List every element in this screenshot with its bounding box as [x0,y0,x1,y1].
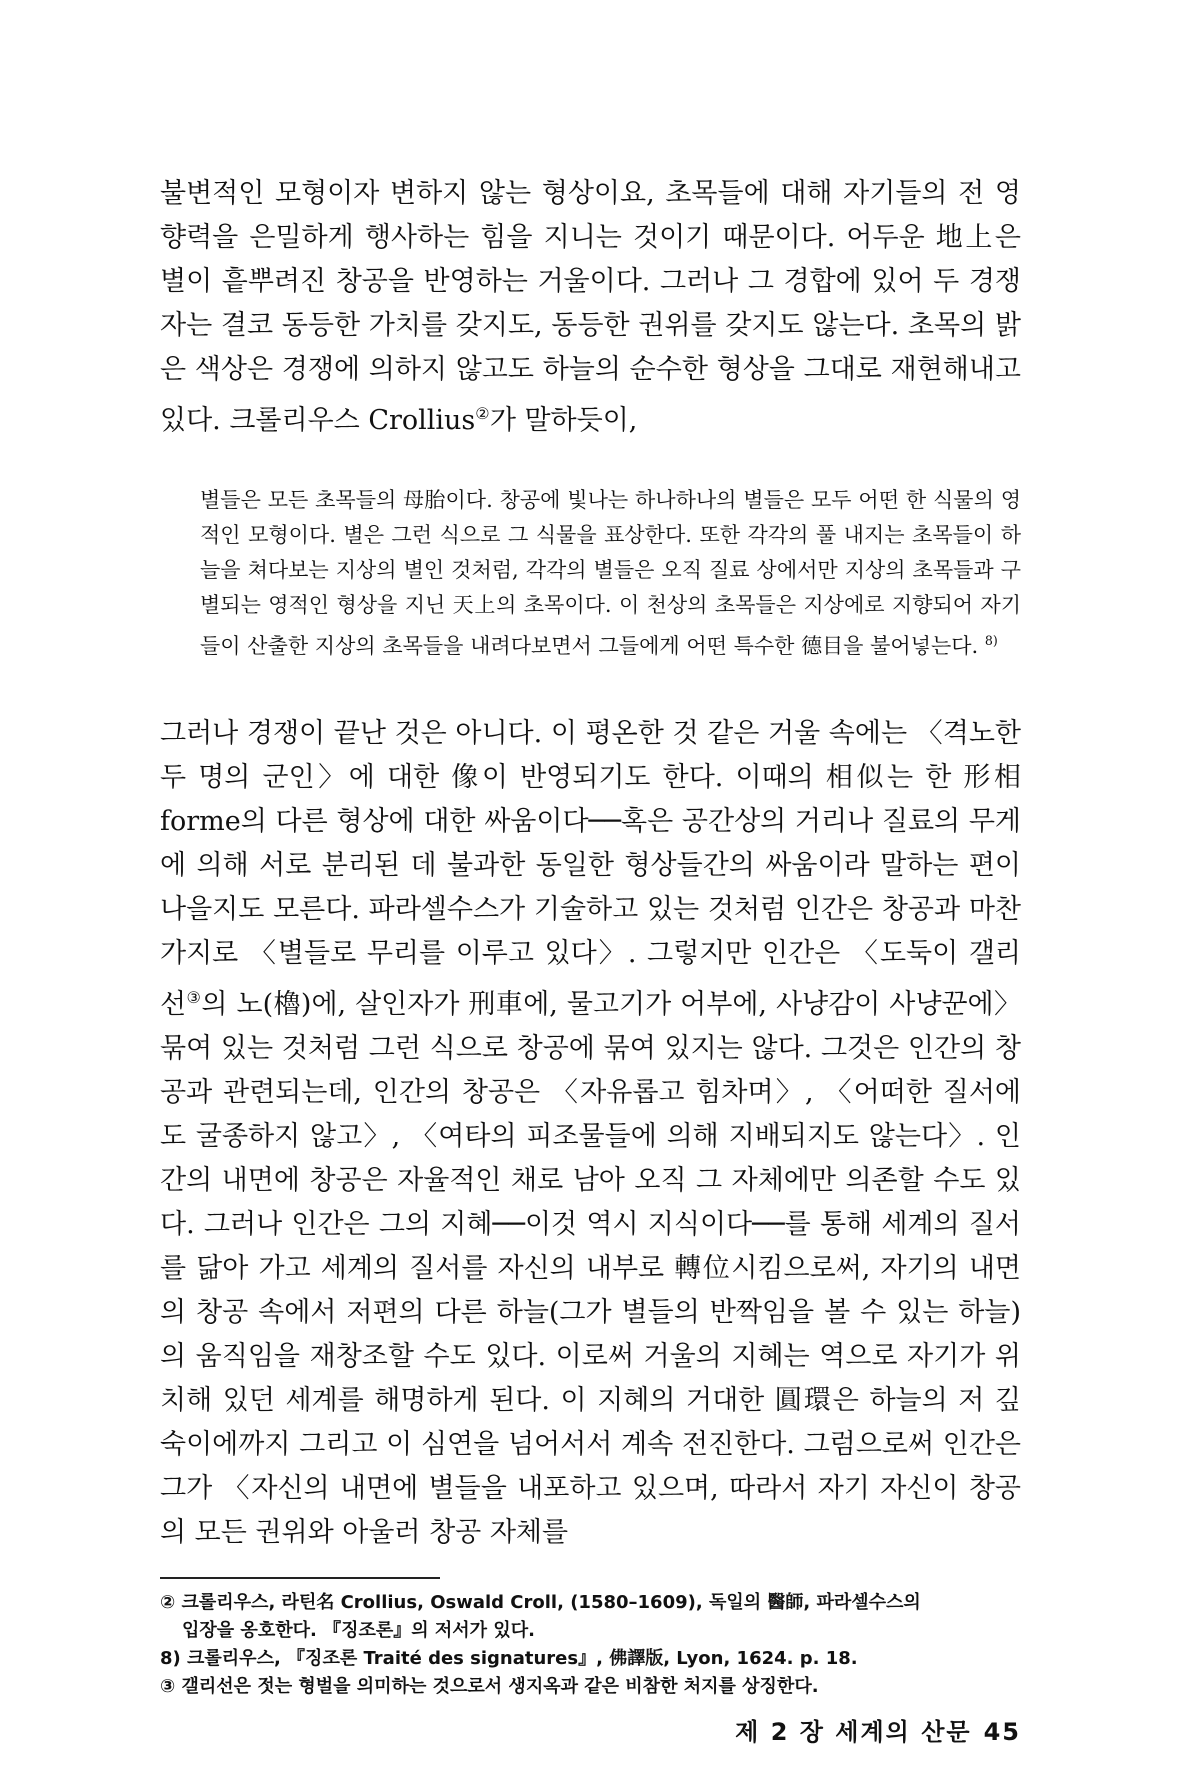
paragraph-2-text-a: 그러나 경쟁이 끝난 것은 아니다. 이 평온한 것 같은 거울 속에는 〈격노한 두 명의 군인〉에 대한 像이 반영되기도 한다. 이때의 相似는 한 形相 forme의 다른 형상에 대한 싸움이다──혹은 공간상의 거리나 질료의 무게에 의해 서로 분리된 데 불과한 동일한 형상들간의 싸움이라 말하는 편이 나을지도 모른다. 파라셀수스가 기술하고 있는 것처럼 인간은 창공과 마찬가지로 〈별들로 무리를 이루고 있다〉. 그렇지만 인간은 〈도둑이 갤리선 [160,718,1021,1020]
quote-text: 별들은 모든 초목들의 母胎이다. 창공에 빛나는 하나하나의 별들은 모두 어떤 한 식물의 영적인 모형이다. 별은 그런 식으로 그 식물을 표상한다. 또한 각각의 풀 내지는 초목들이 하늘을 쳐다보는 지상의 별인 것처럼, 각각의 별들은 오직 질료 상에서만 지상의 초목들과 구별되는 영적인 형상을 지닌 天上의 초목이다. 이 천상의 초목들은 지상에로 지향되어 자기들이 산출한 지상의 초목들을 내려다보면서 그들에게 어떤 특수한 德目을 불어넣는다. [200,488,1021,658]
paragraph-2-text-b: 의 노(櫓)에, 살인자가 刑車에, 물고기가 어부에, 사냥감이 사냥꾼에〉 묶여 있는 것처럼 그런 식으로 창공에 묶여 있지는 않다. 그것은 인간의 창공과 관련되는데, 인간의 창공은 〈자유롭고 힘차며〉, 〈어떠한 질서에도 굴종하지 않고〉, 〈여타의 피조물들에 의해 지배되지도 않는다〉. 인간의 내면에 창공은 자율적인 채로 남아 오직 그 자체에만 의존할 수도 있다. 그러나 인간은 그의 지혜──이것 역시 지식이다──를 통해 세계의 질서를 닮아 가고 세계의 질서를 자신의 내부로 轉位시킴으로써, 자기의 내면의 창공 속에서 저편의 다른 하늘(그가 별들의 반짝임을 볼 수 있는 하늘)의 움직임을 재창조할 수도 있다. 이로써 거울의 지혜는 역으로 자기가 위치해 있던 세계를 해명하게 된다. 이 지혜의 거대한 圓環은 하늘의 저 깊숙이에까지 그리고 이 심연을 넘어서서 계속 전진한다. 그럼으로써 인간은 그가 〈자신의 내면에 별들을 내포하고 있으며, 따라서 자기 자신이 창공의 모든 권위와 아울러 창공 자체를 [160,989,1022,1548]
footnote-ref-8: 8) [984,633,998,648]
block-quote [200,483,1021,664]
page-folio [735,1712,1021,1747]
footnote-2-line-2: 입장을 옹호한다. 『징조론』의 저서가 있다. [182,1620,535,1641]
paragraph-1-end: 가 말하듯이, [489,405,638,436]
footnote-3: ③ 갤리선은 젓는 형벌을 의미하는 것으로서 생지옥과 같은 비참한 처지를 상징한다. [160,1676,819,1697]
body-paragraph-2 [160,712,1021,1555]
chapter-title: 제 2 장 세계의 산문 [735,1718,972,1746]
page-number: 45 [983,1718,1021,1746]
footnote-ref-3: ③ [186,988,202,1007]
paragraph-1-text: 불변적인 모형이자 변하지 않는 형상이요, 초목들에 대해 자기들의 전 영향력을 은밀하게 행사하는 힘을 지니는 것이기 때문이다. 어두운 地上은 별이 흩뿌려진 창공을 반영하는 거울이다. 그러나 그 경합에 있어 두 경쟁자는 결코 동등한 가치를 갖지도, 동등한 권위를 갖지도 않는다. 초목의 밝은 색상은 경쟁에 의하지 않고도 하늘의 순수한 형상을 그대로 재현해내고 있다. 크롤리우스 Crollius [160,178,1021,436]
footnote-2-line-1: ② 크롤리우스, 라틴名 Crollius, Oswald Croll, (1580–1609), 독일의 醫師, 파라셀수스의 [160,1592,921,1613]
body-paragraph-1 [160,172,1021,443]
footnote-8: 8) 크롤리우스, 『징조론 Traité des signatures』, 佛譯版, Lyon, 1624. p. 18. [160,1648,858,1669]
footnote-divider [160,1577,440,1579]
footnote-ref-2: ② [475,404,490,423]
footnotes [160,1589,1021,1701]
